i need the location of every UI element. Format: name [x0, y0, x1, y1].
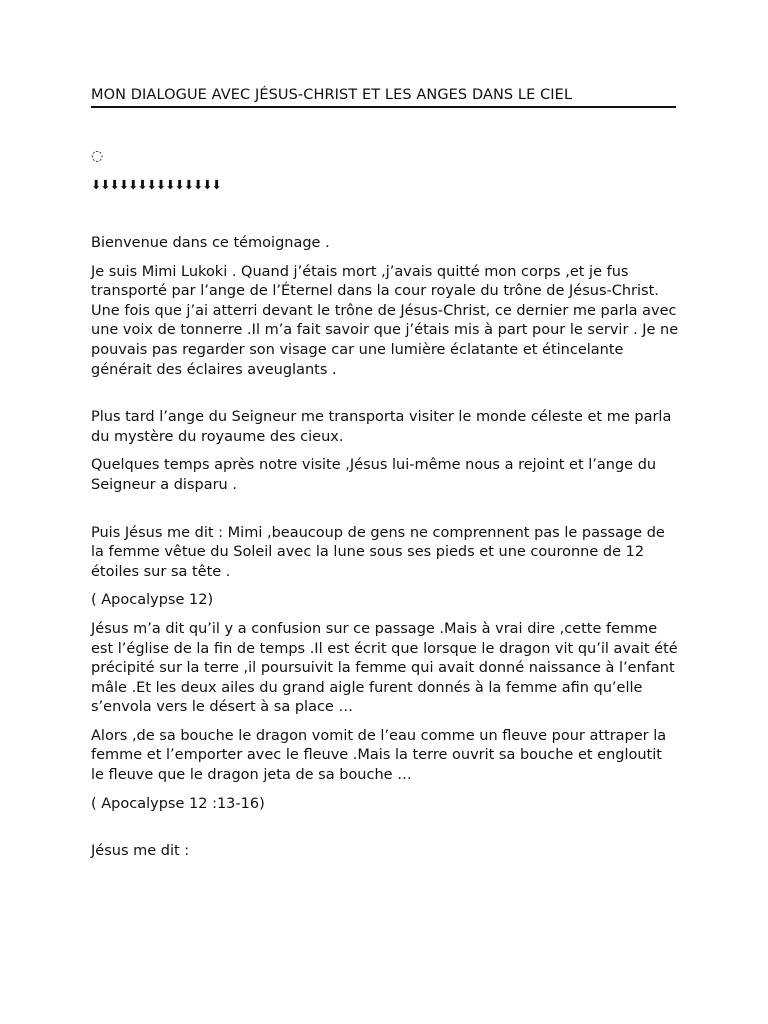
dotted-circle-icon: ◌: [91, 148, 104, 164]
down-arrows-icon: ⬇⬇⬇⬇⬇⬇⬇⬇⬇⬇⬇⬇⬇⬇: [91, 177, 221, 192]
paragraph-woman-sun: Puis Jésus me dit : Mimi ,beaucoup de gens ne comprennent pas le passage de la femme vêtue du Soleil avec la lune sous ses pieds et une couronne de 12 étoiles sur sa tête .: [91, 524, 665, 580]
paragraph-intro: Je suis Mimi Lukoki . Quand j’étais mort ,j’avais quitté mon corps ,et je fus transporté par l’ange de l’Éternel dans la cour royale du trône de Jésus-Christ. Une fois que j’ai atterri devant le trône de Jésus-Christ, ce dernier me parla avec une voix de tonnerre .Il m’a fait savoir que j’étais mis à part pour le servir . Je ne pouvais pas regarder son visage car une lumière éclatante et étincelante générait des éclaires aveuglants .: [91, 263, 679, 378]
paragraph-visit: Quelques temps après notre visite ,Jésus lui-même nous a rejoint et l’ange du Seigneur a disparu .: [91, 457, 657, 493]
document-title: MON DIALOGUE AVEC JÉSUS-CHRIST ET LES ANGES DANS LE CIEL: [91, 86, 676, 108]
paragraph-transport: Plus tard l’ange du Seigneur me transporta visiter le monde céleste et me parla du mystère du royaume des cieux.: [91, 409, 672, 445]
document-body: [91, 234, 679, 871]
scripture-reference: ( Apocalypse 12): [91, 592, 214, 609]
paragraph-jesus-said: Jésus me dit :: [91, 843, 190, 860]
paragraph-church: Jésus m’a dit qu’il y a confusion sur ce passage .Mais à vrai dire ,cette femme est l’église de la fin de temps .Il est écrit que lorsque le dragon vit qu’il avait été précipité sur la terre ,il poursuivit la femme qui avait donné naissance à l’enfant mâle .Et les deux ailes du grand aigle furent donnés à la femme afin qu’elle s’envola vers le désert à sa place …: [91, 620, 678, 716]
paragraph-dragon: Alors ,de sa bouche le dragon vomit de l’eau comme un fleuve pour attraper la femme et l’emporter avec le fleuve .Mais la terre ouvrit sa bouche et engloutit le fleuve que le dragon jeta de sa bouche …: [91, 727, 667, 784]
scripture-reference: ( Apocalypse 12 :13-16): [91, 795, 265, 812]
paragraph-welcome: Bienvenue dans ce témoignage .: [91, 235, 330, 251]
